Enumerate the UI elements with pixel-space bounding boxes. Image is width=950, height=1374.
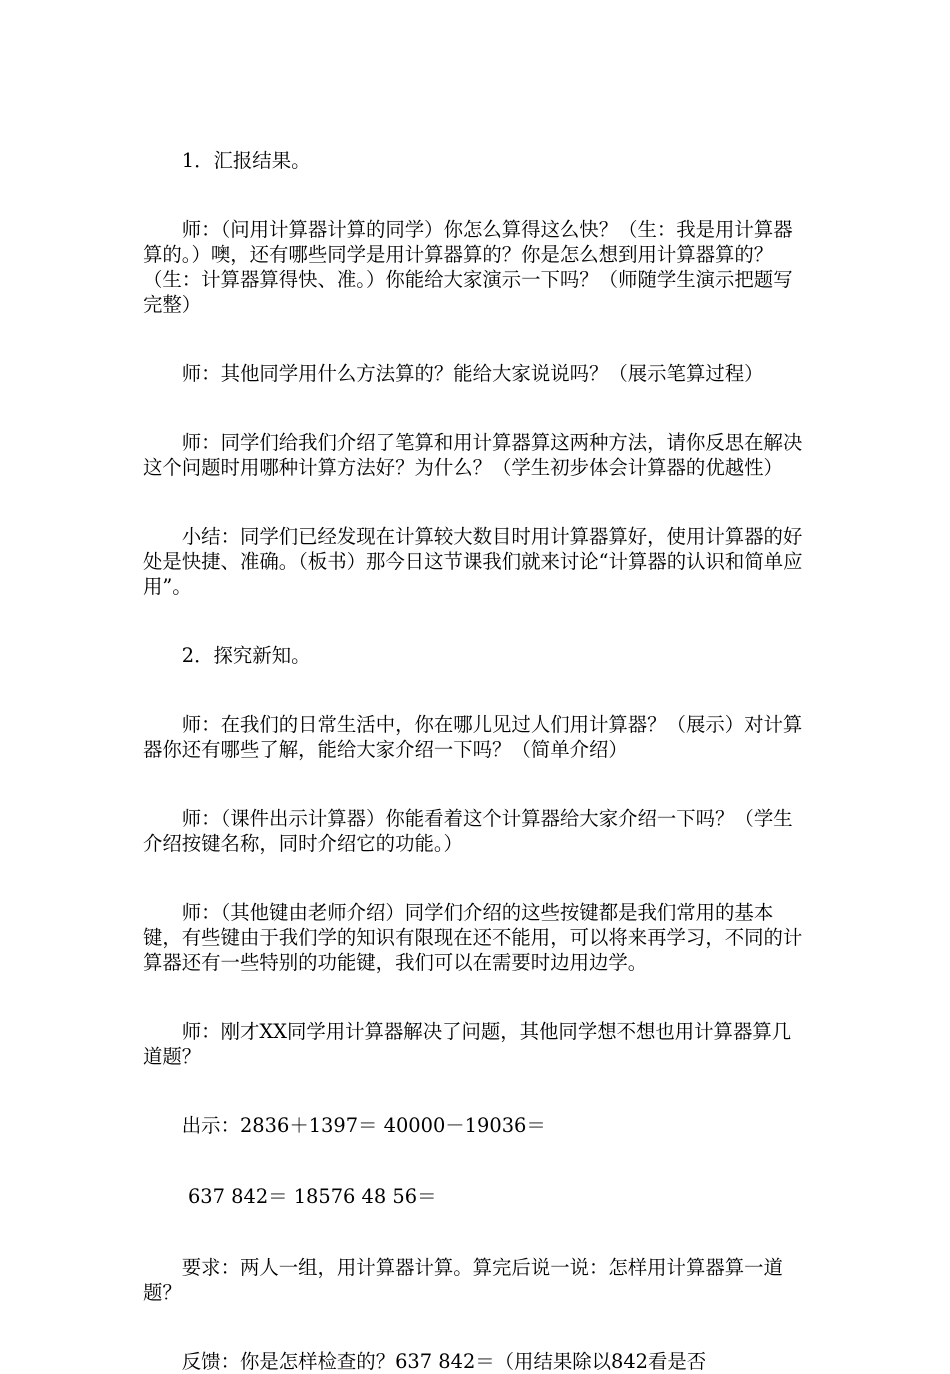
paragraph-other-keys: 师：（其他键由老师介绍）同学们介绍的这些按键都是我们常用的基本键，有些键由于我们学的知识有限现在还不能用，可以将来再学习，不同的计算器还有一些特别的功能键，我们可以在需要时边用边学。 bbox=[143, 901, 803, 974]
paragraph-exercises-2: 637 842＝ 18576 48 56＝ bbox=[181, 1185, 437, 1208]
paragraph-feedback: 反馈：你是怎样检查的？637 842＝（用结果除以842看是否 bbox=[181, 1350, 707, 1373]
paragraph-summary: 小结：同学们已经发现在计算较大数目时用计算器算好，使用计算器的好处是快捷、准确。（板书）那今日这节课我们就来讨论“计算器的认识和简单应用”。 bbox=[143, 525, 803, 598]
paragraph-practice-invite: 师：刚才XX同学用计算器解决了问题，其他同学想不想也用计算器算几道题？ bbox=[143, 1020, 792, 1068]
paragraph-teacher-question-calculator: 师：（问用计算器计算的同学）你怎么算得这么快？（生：我是用计算器算的。）噢，还有哪些同学是用计算器算的？你是怎么想到用计算器算的？（生：计算器算得快、准。）你能给大家演示一下吗？（师随学生演示把题写完整） bbox=[143, 218, 793, 316]
heading-explore-new-knowledge: 2．探究新知。 bbox=[181, 644, 311, 667]
paragraph-requirement: 要求：两人一组，用计算器计算。算完后说一说：怎样用计算器算一道题？ bbox=[143, 1256, 783, 1304]
paragraph-courseware-calculator: 师：（课件出示计算器）你能看着这个计算器给大家介绍一下吗？（学生介绍按键名称，同时介绍它的功能。） bbox=[143, 807, 793, 855]
heading-report-results: 1．汇报结果。 bbox=[181, 149, 311, 172]
paragraph-other-methods: 师：其他同学用什么方法算的？能给大家说说吗？（展示笔算过程） bbox=[181, 362, 764, 385]
paragraph-daily-life: 师：在我们的日常生活中，你在哪儿见过人们用计算器？（展示）对计算器你还有哪些了解，能给大家介绍一下吗？（简单介绍） bbox=[143, 713, 803, 761]
paragraph-exercises-1: 出示：2836＋1397＝ 40000－19036＝ bbox=[181, 1114, 546, 1137]
paragraph-compare-methods: 师：同学们给我们介绍了笔算和用计算器算这两种方法，请你反思在解决这个问题时用哪种计算方法好？为什么？（学生初步体会计算器的优越性） bbox=[143, 431, 803, 479]
